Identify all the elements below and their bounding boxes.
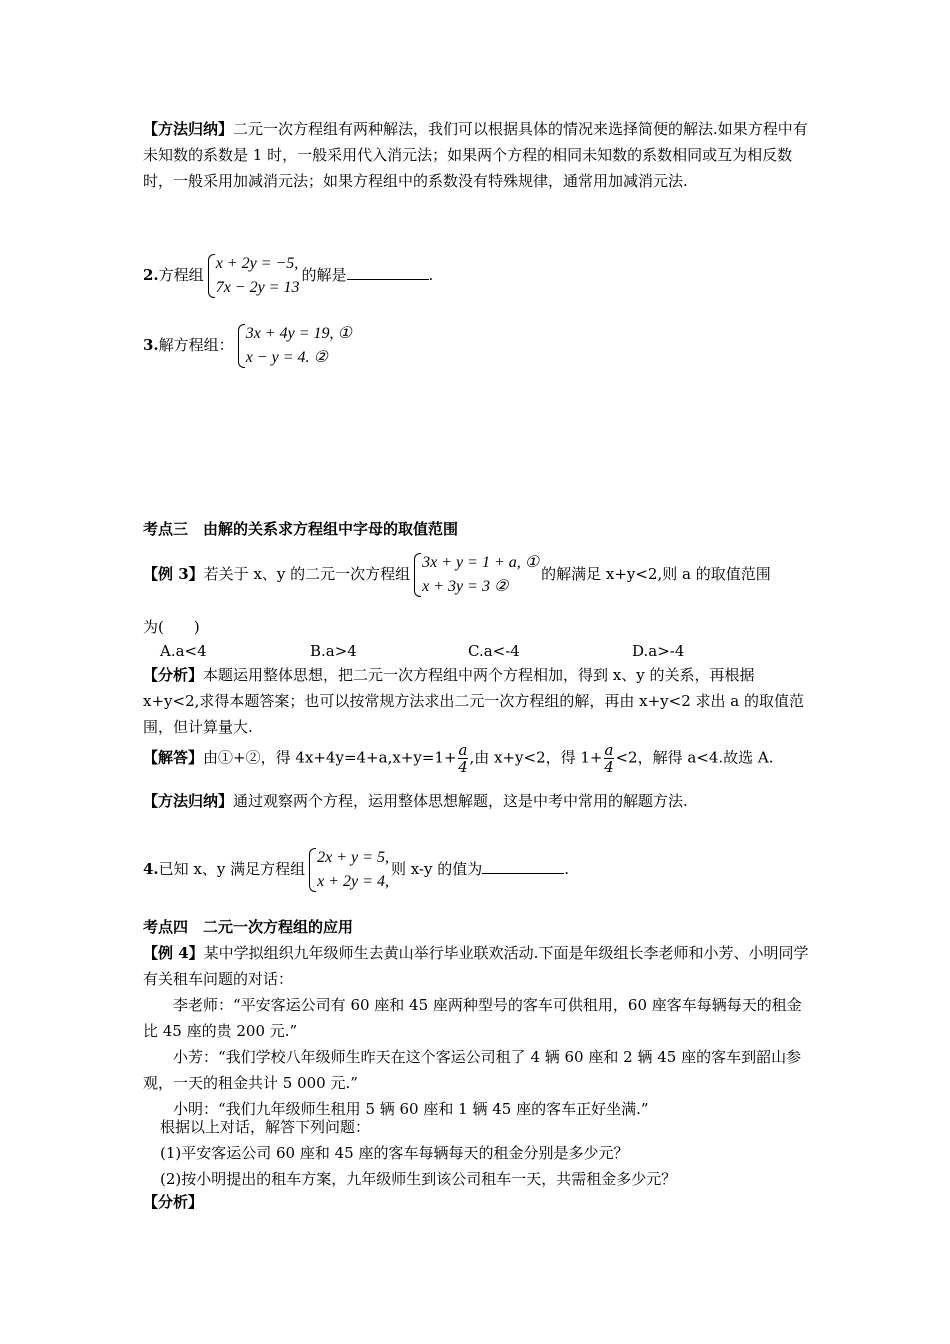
equation-1: 3x + 4y = 19, ①: [245, 325, 352, 342]
question-prefix: 已知 x、y 满足方程组: [158, 860, 306, 878]
analysis-4: [143, 1189, 813, 1215]
example-label: 【例 3】: [143, 565, 204, 583]
answer-blank[interactable]: [347, 263, 429, 280]
equation-1: x + 2y = −5,: [215, 255, 299, 272]
fraction-a-over-4: [458, 742, 469, 775]
solution-text-1: 由①+②，得 4x+4y=4+a,x+y=1+: [203, 748, 457, 767]
solution-text-2: ,由 x+y<2，得 1+: [469, 748, 603, 767]
fraction-a-over-4: [604, 742, 615, 775]
equation-2: x − y = 4. ②: [245, 349, 328, 366]
period: .: [564, 860, 570, 878]
example-suffix: 的解满足 x+y<2,则 a 的取值范围: [541, 565, 771, 583]
analysis-label: 【分析】: [143, 666, 204, 684]
equation-1: 2x + y = 5,: [317, 849, 389, 866]
option-a[interactable]: A.a<4: [160, 642, 207, 660]
example-3: [143, 551, 813, 599]
equation-2: 7x − 2y = 13: [215, 279, 300, 296]
section-4-title: [143, 914, 813, 940]
question-number: 3.: [143, 336, 159, 354]
equation-system: [412, 551, 539, 599]
period: .: [428, 266, 434, 284]
example-intro: 某中学拟组织九年级师生去黄山举行毕业联欢活动.下面是年级组长李老师和小芳、小明同学有关租车问题的对话：: [143, 944, 809, 988]
question-3: [143, 322, 813, 370]
question-number: 4.: [143, 860, 159, 878]
dialogue-teacher: 李老师：“平安客运公司有 60 座和 45 座两种型号的客车可供租用，60 座客车每辆每天的租金比 45 座的贵 200 元.”: [143, 996, 802, 1040]
question-2: [143, 252, 813, 300]
dialogue-xiaoming: 小明：“我们九年级师生租用 5 辆 60 座和 1 辆 45 座的客车正好坐满.”: [173, 1100, 649, 1118]
prompt: 根据以上对话，解答下列问题：: [160, 1118, 371, 1136]
section-3-title: [143, 516, 813, 542]
example-4: [143, 940, 813, 992]
analysis-label: 【分析】: [143, 1193, 204, 1211]
method-text: 通过观察两个方程，运用整体思想解题，这是中考中常用的解题方法.: [233, 792, 688, 810]
answer-blank[interactable]: [482, 857, 564, 874]
question-prefix: 解方程组：: [158, 336, 234, 354]
equation-1: 3x + y = 1 + a, ①: [422, 554, 540, 571]
example-label: 【例 4】: [143, 944, 204, 962]
method-label: 【方法归纳】: [143, 792, 234, 810]
option-b[interactable]: B.a>4: [310, 642, 357, 660]
analysis-text: 本题运用整体思想，把二元一次方程组中两个方程相加，得到 x、y 的关系，再根据 x+y<2,求得本题答案；也可以按常规方法求出二元一次方程组的解，再由 x+y<2 求出 a 的取值范围，但计算量大.: [143, 666, 805, 736]
option-d[interactable]: D.a>-4: [632, 642, 685, 660]
analysis-3: [143, 662, 813, 740]
section-title-text: 考点三 由解的关系求方程组中字母的取值范围: [143, 520, 459, 538]
solution-3: [143, 742, 813, 775]
example-choice-prompt: 为( ): [143, 618, 200, 636]
question-suffix: 则 x-y 的值为: [390, 860, 483, 878]
dialogue-xiaofang: 小芳：“我们学校八年级师生昨天在这个客运公司租了 4 辆 60 座和 2 辆 45 座的客车到韶山参观，一天的租金共计 5 000 元.”: [143, 1048, 802, 1092]
fraction-denominator: 4: [604, 758, 614, 776]
method-summary-1: [143, 116, 813, 194]
equation-system: [206, 252, 300, 300]
question-number: 2.: [143, 266, 159, 284]
sub-question-2: (2)按小明提出的租车方案，九年级师生到该公司租车一天，共需租金多少元？: [160, 1170, 677, 1188]
equation-2: x + 3y = 3 ②: [422, 578, 509, 595]
method-summary-2: [143, 788, 813, 814]
equation-2: x + 2y = 4,: [317, 873, 389, 890]
fraction-numerator: a: [458, 741, 468, 759]
question-prefix: 方程组: [158, 266, 204, 284]
example-3-line2: [143, 614, 813, 640]
method-text: 二元一次方程组有两种解法，我们可以根据具体的情况来选择简便的解法.如果方程中有未知数的系数是 1 时，一般采用代入消元法；如果两个方程的相同未知数的系数相同或互为相反数时，一般采用加减消元法；如果方程组中的系数没有特殊规律，通常用加减消元法.: [143, 120, 808, 190]
question-suffix: 的解是: [301, 266, 347, 284]
method-label: 【方法归纳】: [143, 120, 234, 138]
solution-text-3: <2，解得 a<4.故选 A.: [615, 748, 774, 767]
fraction-numerator: a: [604, 741, 614, 759]
section-title-text: 考点四 二元一次方程组的应用: [143, 918, 354, 936]
option-c[interactable]: C.a<-4: [468, 642, 520, 660]
question-4: [143, 846, 813, 894]
equation-system: [307, 846, 389, 894]
sub-question-1: (1)平安客运公司 60 座和 45 座的客车每辆每天的租金分别是多少元？: [160, 1144, 629, 1162]
fraction-denominator: 4: [458, 758, 468, 776]
example-prefix: 若关于 x、y 的二元一次方程组: [203, 565, 411, 583]
equation-system: [236, 322, 352, 370]
solution-label: 【解答】: [143, 748, 204, 767]
